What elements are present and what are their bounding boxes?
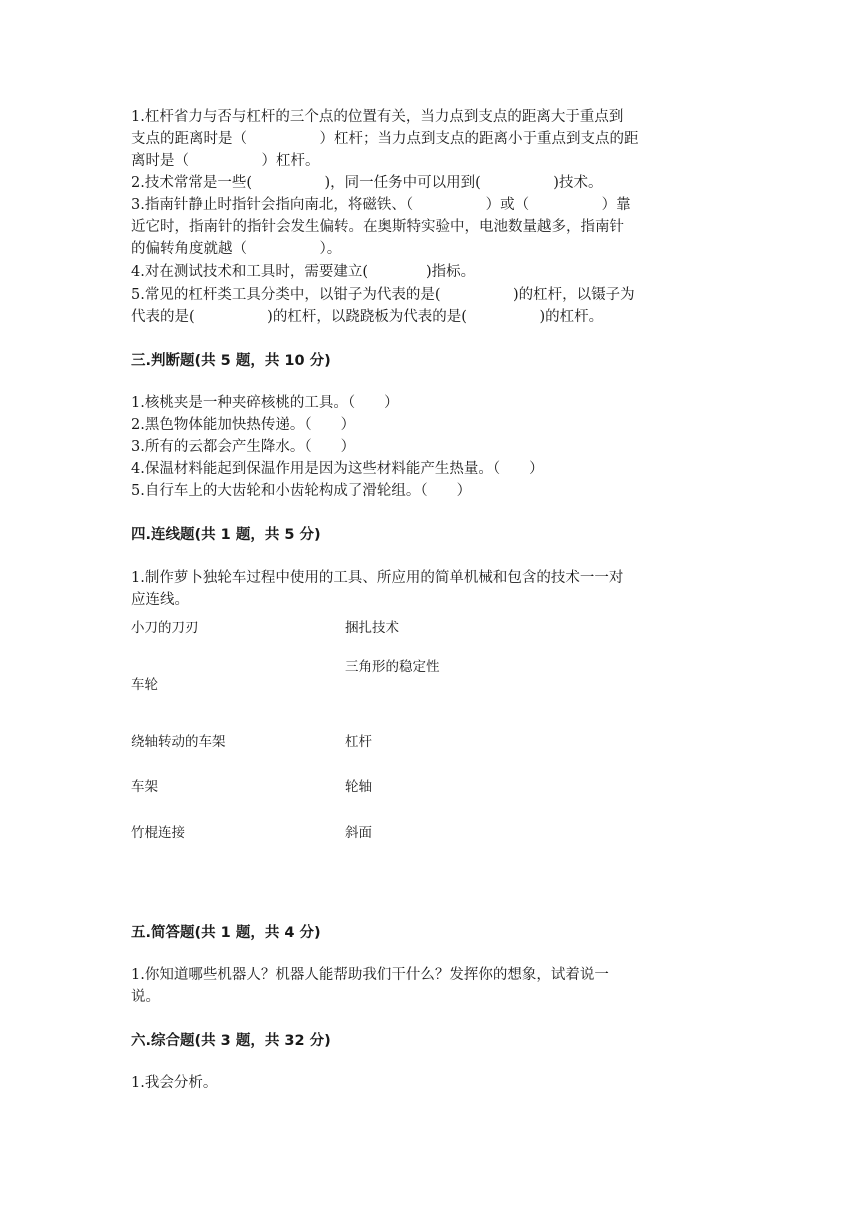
fill-blank-line: 近它时，指南针的指针会发生偏转。在奥斯特实验中，电池数量越多，指南针 xyxy=(131,219,624,235)
fill-blank-line: 3.指南针静止时指针会指向南北，将磁铁、（ ）或（ ）靠 xyxy=(131,197,631,213)
matching-right-item: 斜面 xyxy=(345,825,372,841)
fill-blank-line: 4.对在测试技术和工具时，需要建立( )指标。 xyxy=(131,264,476,280)
matching-question-line: 应连线。 xyxy=(131,592,189,608)
matching-left-item: 车轮 xyxy=(131,677,158,693)
matching-left-item: 绕轴转动的车架 xyxy=(131,734,226,750)
matching-right-item: 杠杆 xyxy=(345,734,372,750)
fill-blank-line: 5.常见的杠杆类工具分类中，以钳子为代表的是( )的杠杆，以镊子为 xyxy=(131,287,635,303)
judgement-item: 2.黑色物体能加快热传递。（ ） xyxy=(131,417,356,433)
judgement-item: 3.所有的云都会产生降水。（ ） xyxy=(131,439,356,455)
fill-blank-line: 2.技术常常是一些( )，同一任务中可以用到( )技术。 xyxy=(131,175,603,191)
fill-blank-line: 离时是（ ）杠杆。 xyxy=(131,153,320,169)
matching-right-item: 捆扎技术 xyxy=(345,620,399,636)
section-title-comprehensive: 六.综合题(共 3 题，共 32 分) xyxy=(131,1033,331,1049)
section-title-matching: 四.连线题(共 1 题，共 5 分) xyxy=(131,527,321,543)
judgement-item: 1.核桃夹是一种夹碎核桃的工具。（ ） xyxy=(131,395,399,411)
section-title-judgement: 三.判断题(共 5 题，共 10 分) xyxy=(131,353,331,369)
judgement-item: 5.自行车上的大齿轮和小齿轮构成了滑轮组。（ ） xyxy=(131,483,472,499)
matching-right-item: 三角形的稳定性 xyxy=(345,659,440,675)
judgement-item: 4.保温材料能起到保温作用是因为这些材料能产生热量。（ ） xyxy=(131,461,544,477)
short-answer-question-line: 说。 xyxy=(131,989,160,1005)
fill-blank-line: 1.杠杆省力与否与杠杆的三个点的位置有关，当力点到支点的距离大于重点到 xyxy=(131,109,624,125)
matching-right-item: 轮轴 xyxy=(345,779,372,795)
matching-left-item: 车架 xyxy=(131,779,158,795)
fill-blank-line: 支点的距离时是（ ）杠杆；当力点到支点的距离小于重点到支点的距 xyxy=(131,131,639,147)
matching-question-line: 1.制作萝卜独轮车过程中使用的工具、所应用的简单机械和包含的技术一一对 xyxy=(131,570,624,586)
matching-left-item: 小刀的刀刃 xyxy=(131,620,199,636)
fill-blank-line: 代表的是( )的杠杆，以跷跷板为代表的是( )的杠杆。 xyxy=(131,309,604,325)
matching-left-item: 竹棍连接 xyxy=(131,825,185,841)
fill-blank-line: 的偏转角度就越（ ）。 xyxy=(131,241,342,257)
section-title-short-answer: 五.简答题(共 1 题，共 4 分) xyxy=(131,925,321,941)
comprehensive-question: 1.我会分析。 xyxy=(131,1075,218,1091)
short-answer-question-line: 1.你知道哪些机器人？机器人能帮助我们干什么？发挥你的想象，试着说一 xyxy=(131,967,609,983)
